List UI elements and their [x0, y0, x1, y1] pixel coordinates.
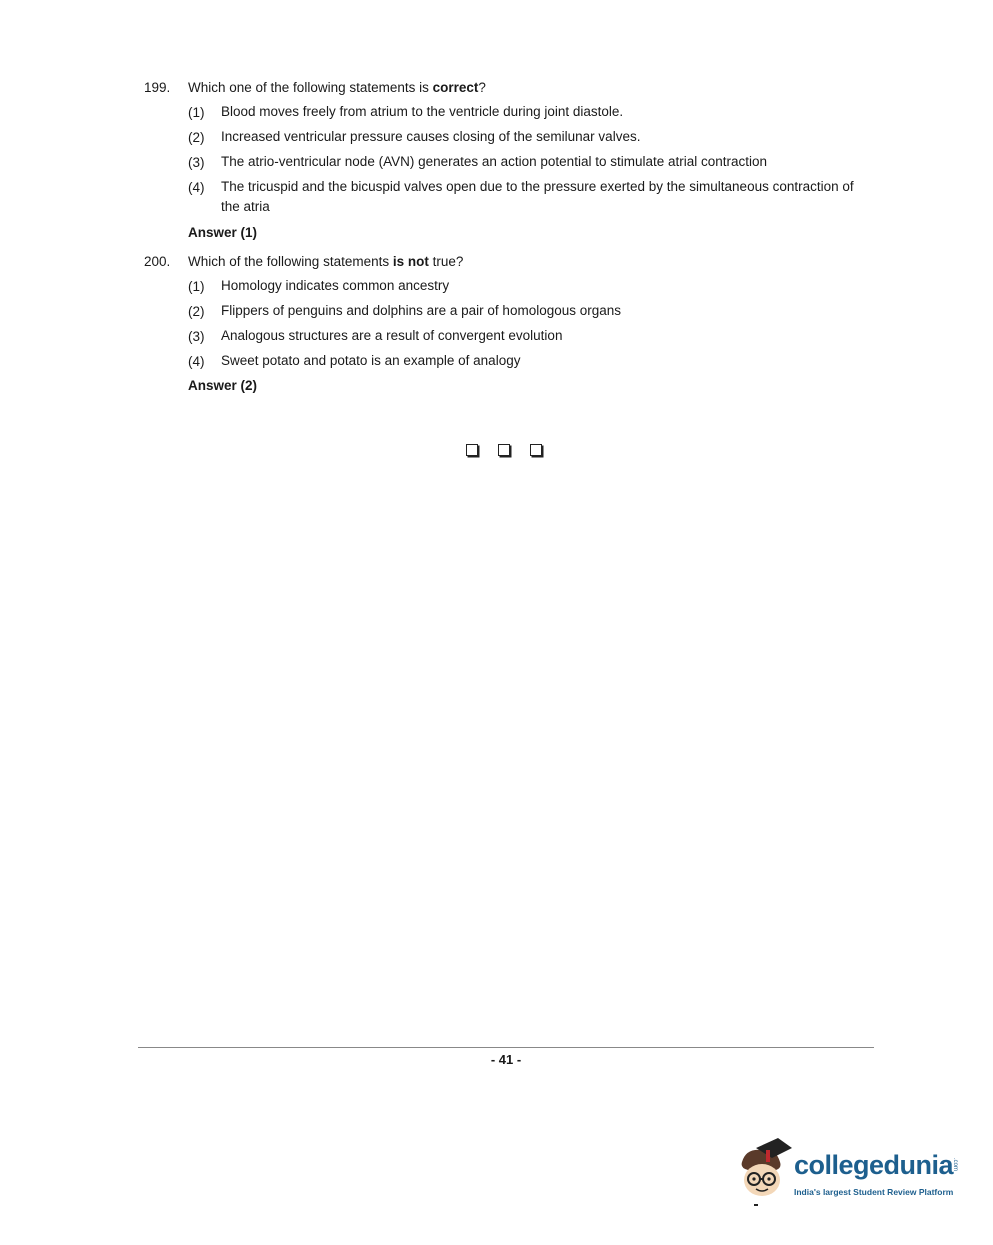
collegedunia-logo — [736, 1138, 966, 1208]
checkbox-square-icon — [530, 444, 542, 456]
checkbox-square-icon — [498, 444, 510, 456]
question-number: 200. — [144, 254, 171, 269]
logo-domain: .com — [952, 1158, 958, 1172]
question-text: Which one of the following statements is correct? — [188, 80, 486, 95]
answer-label: Answer (2) — [188, 378, 258, 393]
checkbox-square-icon — [466, 444, 478, 456]
logo-wordmark: collegedunia — [794, 1150, 954, 1180]
section-end-markers — [466, 444, 542, 456]
question-number: 199. — [144, 80, 171, 95]
answer-label: Answer (1) — [188, 225, 258, 240]
question-text: Which of the following statements is not true? — [188, 254, 464, 269]
mascot-icon — [736, 1138, 794, 1208]
footer-divider — [138, 1047, 874, 1048]
page-number: - 41 - — [490, 1052, 522, 1067]
logo-tagline: India's largest Student Review Platform — [794, 1187, 954, 1197]
